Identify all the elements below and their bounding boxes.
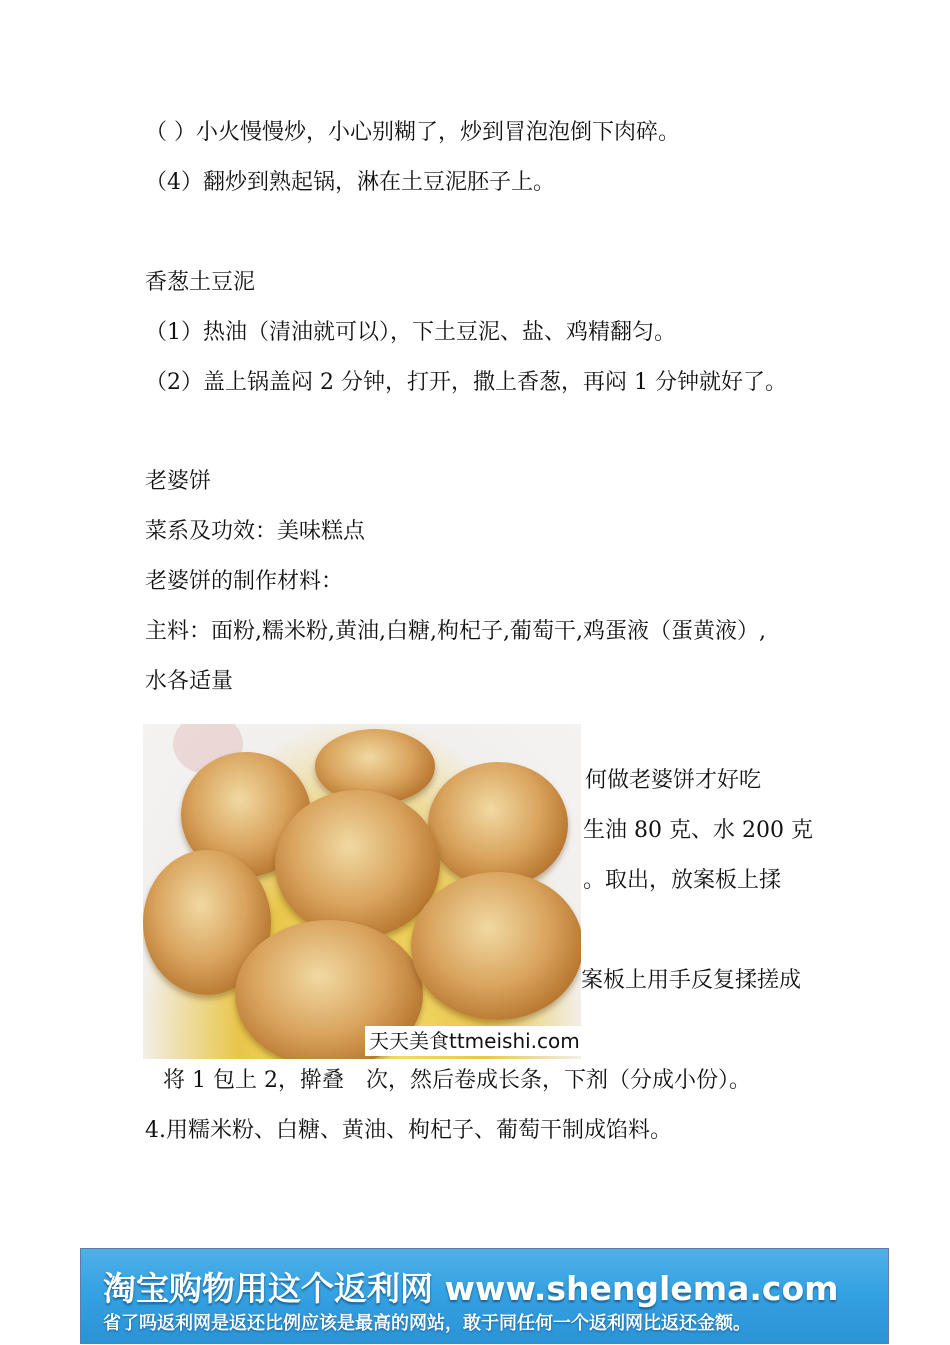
banner-subtitle: 省了吗返利网是返还比例应该是最高的网站，敢于同任何一个返利网比返还金额。 <box>103 1313 751 1334</box>
text-line: 生油 80 克、水 200 克 <box>583 818 813 843</box>
text-line: （ ）小火慢慢炒，小心别糊了，炒到冒泡泡倒下肉碎。 <box>145 120 680 145</box>
pastry-bun <box>275 790 440 938</box>
pastry-bun <box>411 872 581 1020</box>
text-line: 案板上用手反复揉搓成 <box>581 968 802 993</box>
photo-watermark: 天天美食ttmeishi.com <box>365 1026 581 1056</box>
text-line: （1）热油（清油就可以），下土豆泥、盐、鸡精翻匀。 <box>145 320 676 345</box>
text-line: （2）盖上锅盖闷 2 分钟，打开，撒上香葱，再闷 1 分钟就好了。 <box>145 370 787 395</box>
ad-banner[interactable] <box>80 1248 889 1344</box>
pastry-bun <box>428 762 568 887</box>
text-line: （4）翻炒到熟起锅，淋在土豆泥胚子上。 <box>145 170 555 195</box>
text-line: 主料：面粉,糯米粉,黄油,白糖,枸杞子,葡萄干,鸡蛋液（蛋黄液）, <box>145 619 766 644</box>
text-line: 老婆饼的制作材料： <box>145 569 344 594</box>
pastry-photo <box>143 724 581 1059</box>
section-heading: 老婆饼 <box>145 469 212 494</box>
text-line: 水各适量 <box>145 669 234 694</box>
text-line: 。取出，放案板上揉 <box>583 868 782 893</box>
text-line: 菜系及功效：美味糕点 <box>145 519 366 544</box>
text-line: 将 1 包上 2，擀叠 次，然后卷成长条，下剂（分成小份）。 <box>163 1068 751 1093</box>
banner-title: 淘宝购物用这个返利网 www.shenglema.com <box>103 1269 839 1308</box>
text-line: 4.用糯米粉、白糖、黄油、枸杞子、葡萄干制成馅料。 <box>145 1118 672 1143</box>
text-line: 何做老婆饼才好吃 <box>585 768 762 793</box>
section-heading: 香葱土豆泥 <box>145 270 256 295</box>
